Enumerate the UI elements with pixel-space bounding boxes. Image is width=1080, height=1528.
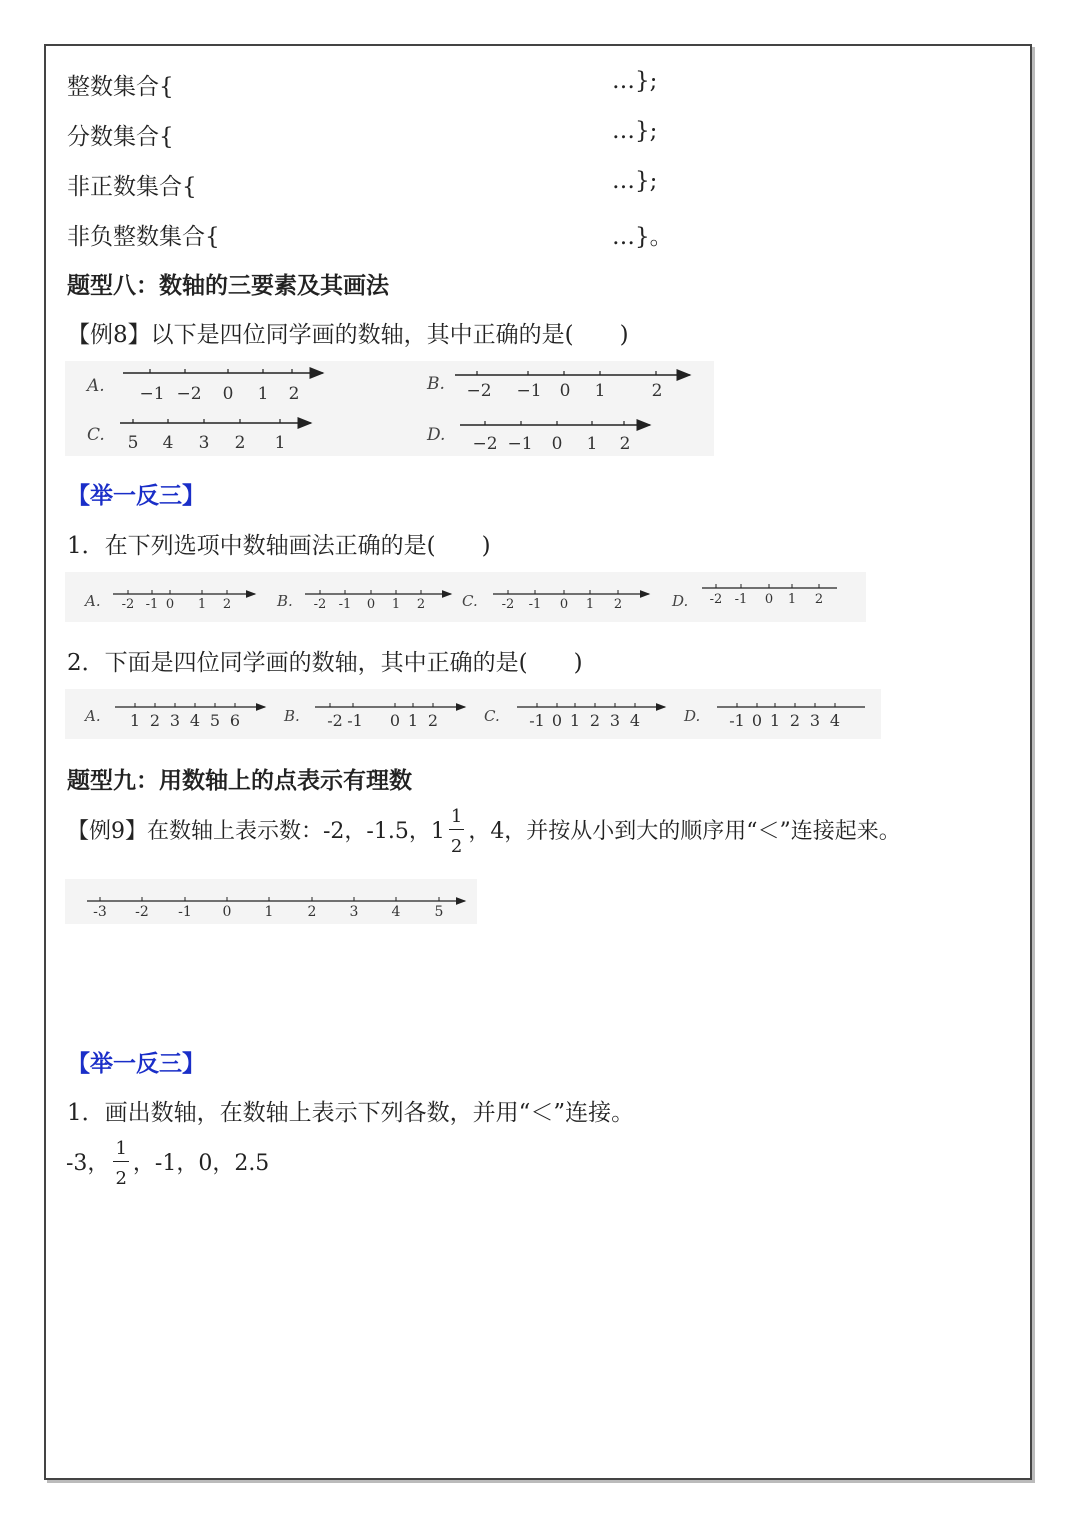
a-tick-1: −1 (139, 384, 165, 404)
q2-option-b-label: B. (284, 707, 300, 725)
practice8-heading: 【举一反三】 (67, 482, 205, 509)
nonpositive-set-label: 非正数集合{ (67, 174, 197, 200)
e9-tick-7: 3 (349, 904, 359, 920)
b-tick-3: 0 (559, 381, 571, 401)
example9-fraction-denominator: 2 (450, 836, 463, 857)
q1a-tick-5: 2 (222, 597, 232, 612)
q1d-tick-4: 1 (787, 592, 797, 607)
q2d-tick-2: 0 (751, 711, 763, 730)
q2b-tick-3: 0 (389, 711, 401, 730)
practice8-q2: 2．下面是四位同学画的数轴，其中正确的是( ) (67, 650, 583, 676)
example9-number-line (65, 879, 477, 924)
practice9-numbers (66, 1140, 269, 1188)
q2c-tick-1: -1 (529, 711, 545, 730)
practice9-heading: 【举一反三】 (67, 1050, 205, 1077)
q1a-tick-3: 0 (165, 597, 175, 612)
q1-option-c-label: C. (462, 592, 478, 610)
q1a-tick-1: -2 (121, 597, 135, 612)
c-tick-2: 4 (162, 433, 174, 453)
integer-set-label: 整数集合{ (67, 74, 174, 100)
q2a-tick-1: 1 (129, 711, 141, 730)
practice9-fraction (113, 1140, 128, 1188)
q2-option-a-label: A. (85, 707, 101, 725)
d-tick-4: 1 (586, 434, 598, 454)
q2b-tick-5: 2 (427, 711, 439, 730)
d-tick-1: −2 (472, 434, 498, 454)
d-tick-3: 0 (551, 434, 563, 454)
q1b-tick-5: 2 (416, 597, 426, 612)
q2d-tick-1: -1 (729, 711, 745, 730)
example9-fraction (449, 808, 464, 856)
fraction-set-tail: …}; (612, 118, 658, 144)
example9-fraction-numerator: 1 (449, 808, 464, 830)
fraction-set-label: 分数集合{ (67, 124, 174, 150)
a-tick-2: −2 (176, 384, 202, 404)
practice8-q2-figure (65, 689, 881, 739)
q2d-tick-5: 3 (809, 711, 821, 730)
e9-tick-8: 4 (391, 904, 401, 920)
q2b-tick-2: -1 (347, 711, 363, 730)
example9-question (67, 808, 901, 856)
e9-tick-2: -2 (135, 904, 149, 920)
practice8-q1: 1．在下列选项中数轴画法正确的是( ) (67, 533, 491, 559)
q1b-tick-2: -1 (338, 597, 352, 612)
q1c-tick-5: 2 (613, 597, 623, 612)
q2b-tick-4: 1 (407, 711, 419, 730)
b-tick-1: −2 (466, 381, 492, 401)
section9-title: 题型九：用数轴上的点表示有理数 (67, 767, 412, 794)
q2d-tick-6: 4 (829, 711, 841, 730)
e9-tick-1: -3 (93, 904, 107, 920)
q1-option-a-label: A. (85, 592, 101, 610)
practice9-numbers-pre: -3， (66, 1151, 110, 1176)
practice9-q1: 1．画出数轴，在数轴上表示下列各数，并用“＜”连接。 (67, 1100, 635, 1126)
b-tick-2: −1 (516, 381, 542, 401)
e9-tick-3: -1 (178, 904, 192, 920)
nonpositive-set-tail: …}; (612, 168, 658, 194)
a-tick-3: 0 (222, 384, 234, 404)
q1c-tick-1: -2 (501, 597, 515, 612)
a-tick-4: 1 (257, 384, 269, 404)
nonnegative-integer-set-label: 非负整数集合{ (67, 224, 220, 250)
section8-title: 题型八：数轴的三要素及其画法 (67, 272, 389, 299)
q1d-tick-1: -2 (709, 592, 723, 607)
practice9-fraction-denominator: 2 (115, 1168, 127, 1189)
q1c-tick-4: 1 (585, 597, 595, 612)
practice8-q1-figure (65, 572, 866, 622)
q1-option-d-label: D. (672, 592, 689, 610)
e9-tick-9: 5 (434, 904, 444, 920)
example9-text-pre: 【例9】在数轴上表示数：-2，-1.5，1 (67, 819, 445, 844)
q1a-tick-4: 1 (197, 597, 207, 612)
option-c-label: C. (87, 425, 105, 445)
q2a-tick-2: 2 (149, 711, 161, 730)
q2c-tick-4: 2 (589, 711, 601, 730)
q2b-tick-1: -2 (327, 711, 343, 730)
q1b-tick-3: 0 (366, 597, 376, 612)
q1b-tick-1: -2 (313, 597, 327, 612)
q2-option-d-label: D. (684, 707, 701, 725)
example8-figure (65, 361, 714, 456)
practice9-fraction-numerator: 1 (113, 1140, 128, 1162)
q1c-tick-2: -1 (528, 597, 542, 612)
option-a-label: A. (87, 376, 105, 396)
e9-tick-6: 2 (307, 904, 317, 920)
q2-option-c-label: C. (484, 707, 500, 725)
example9-text-post: ，4，并按从小到大的顺序用“＜”连接起来。 (468, 819, 901, 844)
practice9-numbers-post: ，-1，0，2.5 (132, 1151, 270, 1176)
c-tick-3: 3 (198, 433, 210, 453)
d-tick-5: 2 (619, 434, 631, 454)
c-tick-5: 1 (274, 433, 286, 453)
q2a-tick-3: 3 (169, 711, 181, 730)
c-tick-1: 5 (127, 433, 139, 453)
e9-tick-4: 0 (222, 904, 232, 920)
q1a-tick-2: -1 (145, 597, 159, 612)
q2a-tick-5: 5 (209, 711, 221, 730)
option-d-label: D. (427, 425, 446, 445)
e9-tick-5: 1 (264, 904, 274, 920)
q1d-tick-5: 2 (814, 592, 824, 607)
integer-set-tail: …}; (612, 68, 658, 94)
option-b-label: B. (427, 374, 445, 394)
q2d-tick-4: 2 (789, 711, 801, 730)
q2c-tick-3: 1 (569, 711, 581, 730)
nonnegative-integer-set-tail: …}。 (612, 224, 673, 250)
q2a-tick-6: 6 (229, 711, 241, 730)
d-tick-2: −1 (507, 434, 533, 454)
q1b-tick-4: 1 (391, 597, 401, 612)
c-tick-4: 2 (234, 433, 246, 453)
q1-option-b-label: B. (277, 592, 293, 610)
a-tick-5: 2 (288, 384, 300, 404)
q2c-tick-2: 0 (551, 711, 563, 730)
q1d-tick-3: 0 (764, 592, 774, 607)
example8-question: 【例8】以下是四位同学画的数轴，其中正确的是( ) (67, 322, 629, 348)
b-tick-4: 1 (594, 381, 606, 401)
q2c-tick-5: 3 (609, 711, 621, 730)
b-tick-5: 2 (651, 381, 663, 401)
q2d-tick-3: 1 (769, 711, 781, 730)
q2a-tick-4: 4 (189, 711, 201, 730)
q2c-tick-6: 4 (629, 711, 641, 730)
q1c-tick-3: 0 (559, 597, 569, 612)
q1d-tick-2: -1 (734, 592, 748, 607)
